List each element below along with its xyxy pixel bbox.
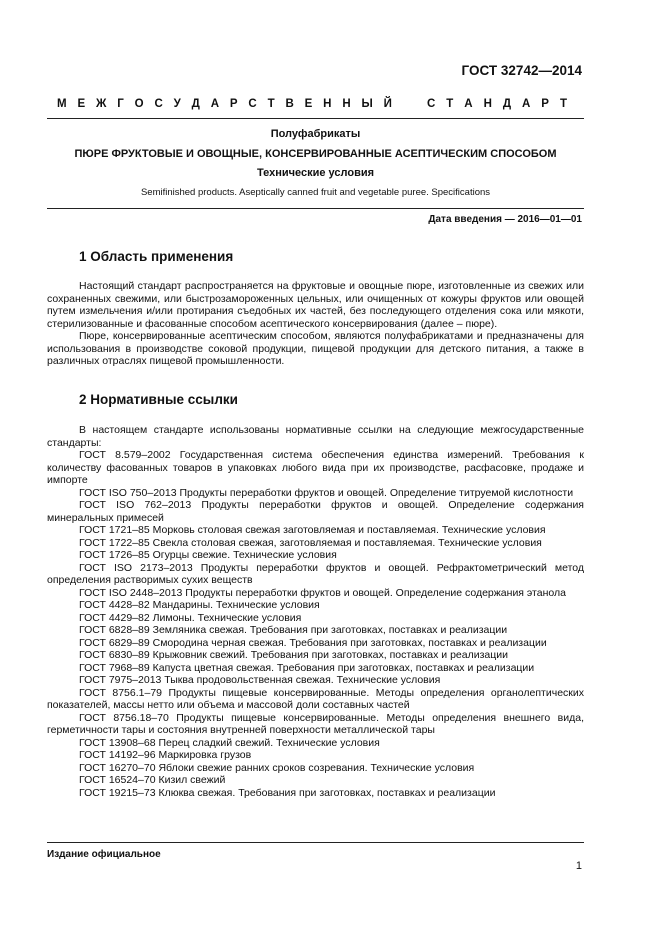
document-number: ГОСТ 32742—2014 <box>461 63 582 78</box>
paragraph: ГОСТ 6829–89 Смородина черная свежая. Требования при заготовках, поставках и реализации <box>79 636 547 649</box>
paragraph: ГОСТ 1721–85 Морковь столовая свежая заготовляемая и поставляемая. Технические условия <box>79 524 546 536</box>
paragraph: ГОСТ 7968–89 Капуста цветная свежая. Требования при заготовках, поставках и реализации <box>79 661 535 674</box>
paragraph: ГОСТ ISO 2173–2013 Продукты переработки фруктов и овощей. Рефрактометрический метод определения растворимых сухих веществ <box>47 561 584 586</box>
standard-banner <box>57 98 567 110</box>
edition-label: Издание официальное <box>47 849 161 860</box>
banner-letter: Т <box>559 98 567 110</box>
banner-letter: Р <box>229 98 238 110</box>
banner-letter: Е <box>304 98 313 110</box>
paragraph: ГОСТ 7975–2013 Тыква продовольственная свежая. Технические условия <box>79 674 441 686</box>
top-divider <box>47 118 584 119</box>
banner-letter: С <box>154 98 163 110</box>
paragraph: ГОСТ 16524–70 Кизил свежий <box>79 774 226 786</box>
paragraph: ГОСТ 6830–89 Крыжовник свежий. Требования при заготовках, поставках и реализации <box>79 649 509 661</box>
paragraph: ГОСТ 14192–96 Маркировка грузов <box>79 749 252 761</box>
page-number: 1 <box>575 860 582 872</box>
banner-word-standard <box>427 98 567 110</box>
paragraph: ГОСТ 8.579–2002 Государственная система обеспечения единства измерений. Требования к количеству фасованных товаров в упаковках любого вида при их производстве, расфасовке, продаже и импорте <box>47 449 584 486</box>
banner-letter: Р <box>541 98 549 110</box>
document-spec: Технические условия <box>256 167 375 179</box>
document-title-english: Semifinished products. Aseptically canned fruit and vegetable puree. Specifications <box>140 187 491 198</box>
paragraph: ГОСТ ISO 2448–2013 Продукты переработки фруктов и овощей. Определение содержания этанола <box>79 586 566 599</box>
banner-word-interstate <box>57 98 392 110</box>
section-body-scope <box>47 280 584 368</box>
paragraph: ГОСТ 16270–70 Яблоки свежие ранних сроков созревания. Технические условия <box>79 761 475 774</box>
paragraph: ГОСТ 6828–89 Земляника свежая. Требования при заготовках, поставках и реализации <box>79 624 508 636</box>
paragraph: В настоящем стандарте использованы нормативные ссылки на следующие межгосударственные стандарты: <box>47 424 584 449</box>
effective-date: Дата введения — 2016—01—01 <box>428 214 582 225</box>
paragraph: ГОСТ ISO 750–2013 Продукты переработки фруктов и овощей. Определение титруемой кислотности <box>79 486 574 499</box>
banner-letter: Н <box>483 98 492 110</box>
banner-letter: О <box>134 98 144 110</box>
banner-letter: Ж <box>95 98 107 110</box>
paragraph: ГОСТ 19215–73 Клюква свежая. Требования при заготовках, поставках и реализации <box>79 786 496 799</box>
section-heading-scope: 1 Область применения <box>79 249 234 264</box>
banner-letter: У <box>173 98 181 110</box>
banner-letter: Г <box>117 98 124 110</box>
section-heading-references: 2 Нормативные ссылки <box>79 392 238 407</box>
banner-letter: Н <box>323 98 332 110</box>
paragraph: Настоящий стандарт распространяется на фруктовые и овощные пюре, изготовленные из свежих или сохраненных свежими, или быстрозамороженных цельных, или очищенных от кожуры фруктов или овощей путем измельчения и/или протирания съедобных их частей, без последующего отделения сока или мякоти, стерилизованные и фасованные способом асептического консервирования (далее – пюре). <box>47 280 584 330</box>
banner-letter: Е <box>77 98 86 110</box>
banner-letter: А <box>210 98 220 110</box>
document-title: ПЮРЕ ФРУКТОВЫЕ И ОВОЩНЫЕ, КОНСЕРВИРОВАННЫЕ АСЕПТИЧЕСКИМ СПОСОБОМ <box>74 148 557 160</box>
banner-letter: В <box>285 98 294 110</box>
banner-letter: А <box>522 98 531 110</box>
paragraph: ГОСТ 1726–85 Огурцы свежие. Технические условия <box>79 549 337 561</box>
paragraph: ГОСТ 4428–82 Мандарины. Технические условия <box>79 599 320 611</box>
banner-letter: М <box>57 98 67 110</box>
section-body-references <box>47 424 584 799</box>
banner-letter: Й <box>383 98 392 110</box>
paragraph: Пюре, консервированные асептическим способом, являются полуфабрикатами и предназначены для использования в производстве соковой продукции, пищевой продукции для детского питания, а также в различных отраслях пищевой промышленности. <box>47 330 584 367</box>
paragraph: ГОСТ ISO 762–2013 Продукты переработки фруктов и овощей. Определение содержания минеральных примесей <box>47 499 584 524</box>
banner-letter: Т <box>446 98 454 110</box>
banner-letter: Т <box>267 98 275 110</box>
banner-letter: А <box>464 98 473 110</box>
paragraph: ГОСТ 1722–85 Свекла столовая свежая, заготовляемая и поставляемая. Технические условия <box>79 536 542 549</box>
title-divider <box>47 208 584 209</box>
banner-letter: С <box>427 98 436 110</box>
paragraph: ГОСТ 8756.1–79 Продукты пищевые консервированные. Методы определения органолептических показателей, массы нетто или объема и массовой доли составных частей <box>47 686 584 711</box>
banner-letter: Д <box>191 98 200 110</box>
paragraph: ГОСТ 8756.18–70 Продукты пищевые консервированные. Методы определения внешнего вида, герметичности тары и состояния внутренней поверхности металлической тары <box>47 711 584 736</box>
paragraph: ГОСТ 13908–68 Перец сладкий свежий. Технические условия <box>79 736 380 749</box>
footer-divider <box>47 842 584 843</box>
document-category: Полуфабрикаты <box>270 128 361 140</box>
banner-letter: Н <box>342 98 351 110</box>
banner-letter: Ы <box>361 98 373 110</box>
banner-letter: Д <box>502 98 512 110</box>
paragraph: ГОСТ 4429–82 Лимоны. Технические условия <box>79 611 302 624</box>
banner-letter: С <box>248 98 257 110</box>
